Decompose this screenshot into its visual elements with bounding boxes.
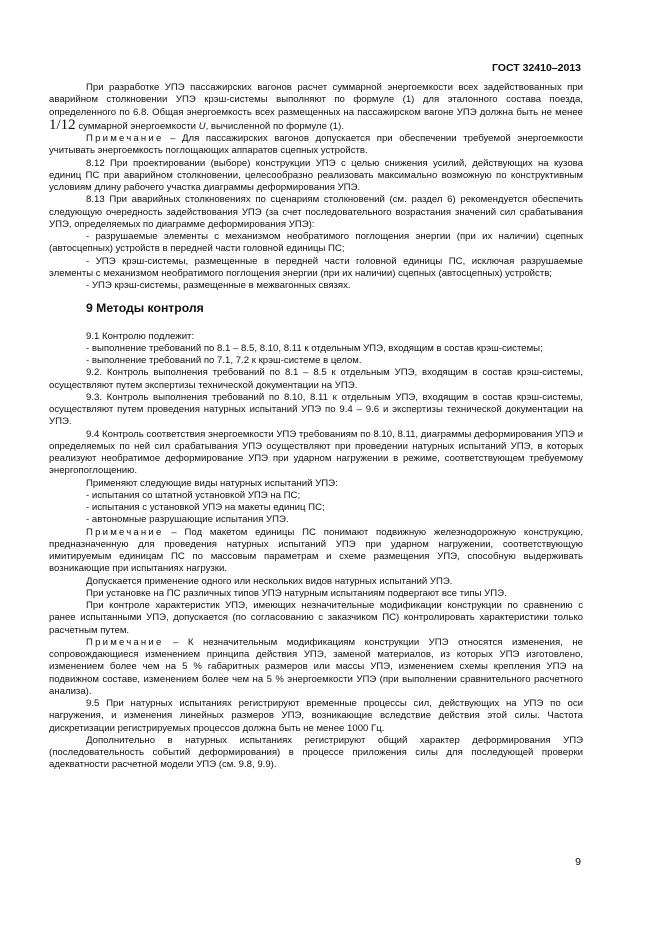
paragraph-control: При контроле характеристик УПЭ, имеющих незначительные модификации конструкции по сравнению с ранее испытанными УПЭ, допускается (по согласованию с заказчиком ПС) контролировать характеристики только расчетным путем. bbox=[49, 600, 583, 636]
note-1: Примечание – Для пассажирских вагонов допускается при обеспечении требуемой энергоемкости учитывать энергоемкость поглощающих аппаратов сцепных устройств. bbox=[49, 133, 583, 157]
page-number: 9 bbox=[575, 856, 581, 868]
note-2: Примечание – Под макетом единицы ПС понимают подвижную железнодорожную конструкцию, предназначенную для проведения натурных испытаний УПЭ при ударном нагружении, соответствующую имитируемым единицам ПС по массовым параметрам и схеме размещения УПЭ, способную выдерживать возникающие при испытаниях нагрузки. bbox=[49, 526, 583, 575]
paragraph-additional: Дополнительно в натурных испытаниях регистрируют общий характер деформирования УПЭ (последовательность событий деформирования) в процессе приложения силы для последующей проверки адекватности расчетной модели УПЭ (см. 9.8, 9.9). bbox=[49, 734, 583, 771]
paragraph-allow: Допускается применение одного или нескольких видов натурных испытаний УПЭ. bbox=[86, 575, 453, 587]
section-title: 9 Методы контроля bbox=[86, 301, 204, 316]
paragraph-9-2: 9.2. Контроль выполнения требований по 8.1 – 8.5 к отдельным УПЭ, входящим в состав крэш-системы, осуществляют путем экспертизы технической документации на УПЭ. bbox=[49, 367, 583, 391]
list-item: - выполнение требований по 8.1 – 8.5, 8.10, 8.11 к отдельным УПЭ, входящим в состав крэш-системы; bbox=[86, 342, 543, 354]
paragraph-energy-capacity: При разработке УПЭ пассажирских вагонов расчет суммарной энергоемкости всех задействованных при аварийном столкновении УПЭ крэш-системы выполняют по формуле (1) для эталонного состава поезда, определенного по 6.8. Общая энергоемкость всех размещенных на пассажирском вагоне УПЭ должна быть не менее 1/12 суммарной энергоемкости U, вычисленной по формуле (1). bbox=[49, 82, 583, 133]
paragraph-9-1: 9.1 Контролю подлежит: bbox=[86, 330, 195, 342]
paragraph-test-types: Применяют следующие виды натурных испытаний УПЭ: bbox=[86, 477, 338, 489]
paragraph-install: При установке на ПС различных типов УПЭ натурным испытаниям подвергают все типы УПЭ. bbox=[86, 587, 507, 599]
document-header: ГОСТ 32410–2013 bbox=[491, 62, 581, 74]
list-item: - выполнение требований по 7.1, 7.2 к крэш-системе в целом. bbox=[86, 355, 362, 366]
paragraph-8-13: 8.13 При аварийных столкновениях по сценариям столкновений (см. раздел 6) рекомендуется обеспечить следующую очередность задействования УПЭ (за счет последовательного возрастания значений сил срабатывания УПЭ, определяемых по диаграмме деформирования УПЭ): bbox=[49, 194, 583, 230]
list-item: - разрушаемые элементы с механизмом необратимого поглощения энергии (при их наличии) сцепных (автосцепных) устройств в передней части головной единицы ПС; bbox=[49, 231, 583, 255]
page-content bbox=[49, 82, 583, 772]
paragraph-9-4: 9.4 Контроль соответствия энергоемкости УПЭ требованиям по 8.10, 8.11, диаграммы деформирования УПЭ и определяемых по ней сил срабатывания УПЭ осуществляют при проведении натурных испытаний УПЭ, в которых реализуют необратимое деформирование УПЭ при ударном нагружении в режиме, соответствующем требуемому энергопоглощению. bbox=[49, 428, 583, 477]
paragraph-9-5: 9.5 При натурных испытаниях регистрируют временные процессы сил, действующих на УПЭ по оси нагружения, и изменения линейных размеров УПЭ, возникающие вследствие действия этой силы. Частота дискретизации регистрируемых процессов должна быть не менее 1000 Гц. bbox=[49, 698, 583, 734]
list-item: - испытания с установкой УПЭ на макеты единиц ПС; bbox=[86, 502, 325, 513]
list-item: - УПЭ крэш-системы, размещенные в передней части головной единицы ПС, исключая разрушаемые элементы с механизмом необратимого поглощения энергии (при их наличии) сцепных (автосцепных) устройств; bbox=[49, 255, 583, 279]
note-3: Примечание – К незначительным модификациям конструкции УПЭ относятся изменения, не сопровождающиеся изменением принципа действия УПЭ, заменой материалов, из которых УПЭ изготовлено, изменением более чем на 5 % габаритных размеров или массы УПЭ, изменением схемы крепления УПЭ на подвижном составе, изменением более чем на 5 % энергоемкости УПЭ (при выполнении сравнительного расчетного анализа). bbox=[49, 636, 583, 697]
variable-u: U bbox=[198, 120, 206, 132]
paragraph-8-12: 8.12 При проектировании (выборе) конструкции УПЭ с целью снижения усилий, действующих на кузова единиц ПС при аварийном столкновении, целесообразно реализовать максимально возможную по конструктивным условиям длину рабочего участка диаграммы деформирования УПЭ. bbox=[49, 157, 583, 193]
list-item: - УПЭ крэш-системы, размещенные в межвагонных связях. bbox=[86, 280, 351, 291]
fraction: 1/12 bbox=[49, 116, 76, 133]
list-item: - испытания со штатной установкой УПЭ на ПС; bbox=[86, 489, 301, 501]
paragraph-9-3: 9.3. Контроль выполнения требований по 8.10, 8.11 к отдельным УПЭ, входящим в состав крэш-системы, осуществляют путем проведения натурных испытаний УПЭ по 9.4 – 9.6 и экспертизы технической документации на УПЭ. bbox=[49, 391, 583, 428]
list-item: - автономные разрушающие испытания УПЭ. bbox=[86, 514, 289, 526]
